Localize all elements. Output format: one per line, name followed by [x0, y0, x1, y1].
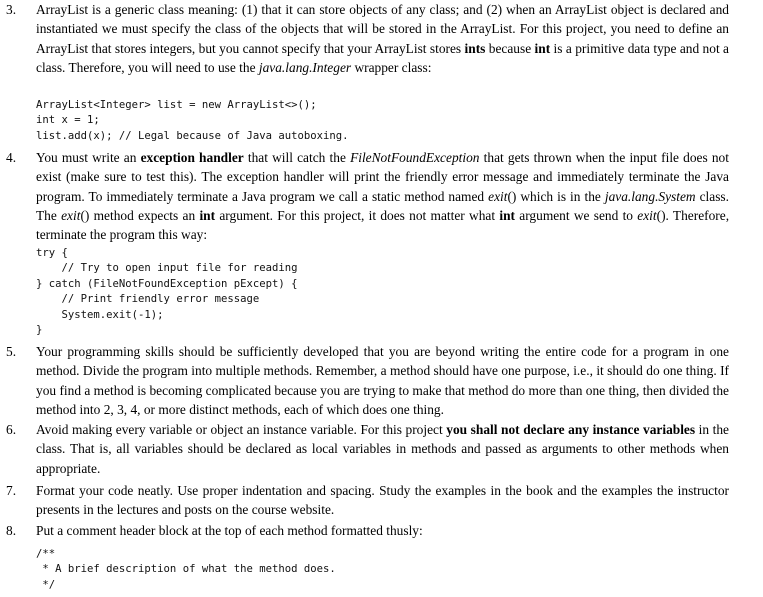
code-line: System.exit(-1); — [36, 308, 164, 321]
text-run: is a primitive data type and not a class. Therefore, you will need to use the — [36, 40, 729, 75]
item-number: 6. — [6, 422, 17, 437]
text-run: argument. For this project, it does not matter what — [215, 207, 500, 223]
text-run: Format your code neatly. Use proper indentation and spacing. Study the examples in the book and the examples the instructor presents in the lectures and posts on the course website. — [36, 483, 729, 518]
italic-text: exit — [488, 188, 508, 204]
item-text — [36, 342, 729, 419]
text-run: that gets thrown when the input file does not exist (make sure to test this). The exception handler will print the friendly error message and immediately terminate the Java program. To immediately terminate a Java program we call a static method named — [36, 150, 729, 204]
item-number: 5. — [6, 344, 17, 359]
bold-text: int — [199, 207, 216, 223]
text-run: that will catch the — [243, 150, 351, 165]
code-line: list.add(x); // Legal because of Java autoboxing. — [36, 129, 349, 142]
text-run: argument we send to — [514, 207, 638, 223]
code-line: try { — [36, 247, 68, 259]
code-line: * A brief description of what the method does. — [36, 563, 336, 576]
text-run: wrapper class: — [351, 59, 432, 75]
text-run: in the class. That is, all variables should be declared as local variables in methods and passed as arguments to other methods when appropriate. — [36, 422, 729, 476]
item-text — [36, 0, 729, 77]
item-number: 7. — [6, 483, 17, 498]
text-run: (). Therefore, terminate the program this way: — [36, 207, 730, 243]
code-line: int x = 1; — [36, 114, 100, 127]
code-line: ArrayList<Integer> list = new ArrayList<>(); — [36, 99, 317, 111]
item-text — [36, 148, 729, 244]
italic-text: exit — [61, 207, 81, 223]
italic-text: java.lang.Integer — [258, 59, 352, 75]
bold-text: int — [499, 207, 515, 223]
text-run: class. The — [36, 188, 729, 223]
italic-text: FileNotFoundException — [350, 150, 480, 165]
code-line: */ — [36, 578, 56, 591]
code-block — [36, 246, 298, 338]
code-line: // Print friendly error message — [36, 293, 260, 306]
item-number: 8. — [6, 523, 17, 538]
code-line: } — [36, 324, 43, 337]
item-text — [36, 521, 729, 540]
italic-text: exit — [637, 207, 657, 223]
code-line: // Try to open input file for reading — [36, 262, 298, 275]
bold-text: ints — [464, 40, 486, 56]
code-block — [36, 98, 349, 144]
text-run: Put a comment header block at the top of each method formatted thusly: — [36, 523, 423, 538]
item-text — [36, 481, 729, 520]
text-run: because — [485, 40, 535, 56]
italic-text: java.lang.System — [604, 188, 696, 204]
code-line: /** — [36, 548, 56, 560]
item-number: 4. — [6, 150, 17, 165]
bold-text: exception handler — [140, 150, 244, 165]
text-run: () method expects an — [80, 207, 200, 223]
text-run: Avoid making every variable or object an instance variable. For this project — [36, 422, 447, 437]
bold-text: int — [534, 40, 551, 56]
bold-text: you shall not declare any instance variables — [446, 422, 696, 437]
text-run: () which is in the — [507, 188, 605, 204]
text-run: ArrayList is a generic class meaning: (1) that it can store objects of any class; and (2) when an ArrayList object is declared and instantiated we must specify the class of the objects that will be stored in the ArrayList. For this project, you need to define an ArrayList that stores integers, but you cannot specify that your ArrayList stores — [36, 2, 729, 56]
text-run: Your programming skills should be sufficiently developed that you are beyond writing the entire code for a program in one method. Divide the program into multiple methods. Remember, a method should have one purpose, i.e., it should do one thing. If you find a method is becoming complicated because you are trying to make that method do more than one thing, then divided the method into 2, 3, 4, or more distinct methods, each of which does one thing. — [36, 344, 729, 417]
code-block — [36, 547, 336, 593]
code-line: } catch (FileNotFoundException pExcept) { — [36, 277, 298, 290]
item-number: 3. — [6, 2, 17, 17]
text-run: You must write an — [36, 150, 141, 165]
item-text — [36, 420, 729, 478]
